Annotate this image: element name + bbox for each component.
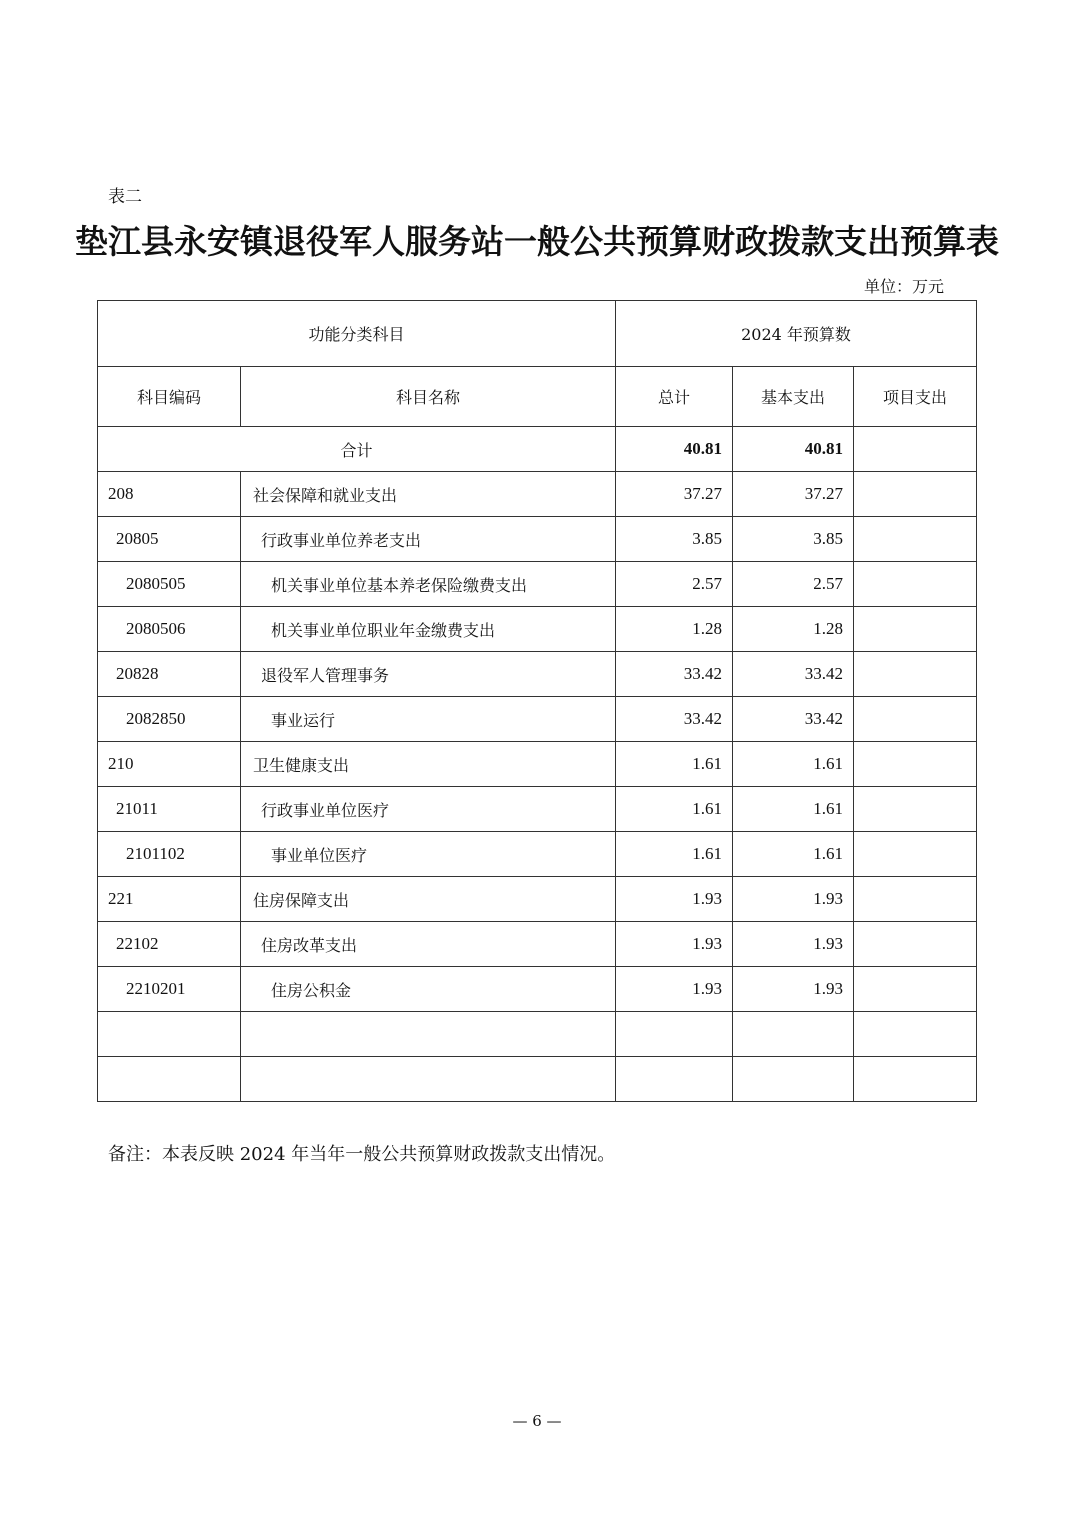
row-basic: 1.28 (733, 607, 854, 652)
row-project (854, 652, 977, 697)
row-basic: 33.42 (733, 697, 854, 742)
row-total: 2.57 (616, 562, 733, 607)
row-name (241, 1057, 616, 1102)
header-row-columns (98, 367, 977, 427)
row-project (854, 967, 977, 1012)
row-total: 1.93 (616, 877, 733, 922)
row-total: 1.28 (616, 607, 733, 652)
header-code: 科目编码 (98, 367, 241, 427)
unit-label: 单位：万元 (863, 277, 944, 296)
table-row (98, 607, 977, 652)
row-name: 住房保障支出 (241, 877, 616, 922)
row-basic: 1.93 (733, 967, 854, 1012)
row-project (854, 742, 977, 787)
row-code (98, 1057, 241, 1102)
row-code: 208 (98, 472, 241, 517)
budget-table (97, 300, 977, 1102)
row-code: 210 (98, 742, 241, 787)
footnote: 备注：本表反映 2024 年当年一般公共预算财政拨款支出情况。 (108, 1144, 616, 1165)
table-row (98, 832, 977, 877)
row-name: 事业单位医疗 (241, 832, 616, 877)
header-name: 科目名称 (241, 367, 616, 427)
row-name: 住房改革支出 (241, 922, 616, 967)
row-name: 社会保障和就业支出 (241, 472, 616, 517)
row-project (854, 1012, 977, 1057)
row-basic: 1.61 (733, 787, 854, 832)
row-basic: 1.93 (733, 922, 854, 967)
table-row (98, 787, 977, 832)
table-row (98, 877, 977, 922)
row-project (854, 607, 977, 652)
table-label: 表二 (108, 187, 142, 207)
header-row-group (98, 301, 977, 367)
row-basic: 1.61 (733, 742, 854, 787)
row-code: 2082850 (98, 697, 241, 742)
row-basic: 1.93 (733, 877, 854, 922)
row-project (854, 832, 977, 877)
row-total: 1.93 (616, 922, 733, 967)
row-total: 3.85 (616, 517, 733, 562)
row-code: 21011 (98, 787, 241, 832)
header-project: 项目支出 (854, 367, 977, 427)
row-project (854, 517, 977, 562)
total-label: 合计 (98, 427, 616, 472)
row-code (98, 1012, 241, 1057)
table-row (98, 472, 977, 517)
table-row (98, 922, 977, 967)
table-row (98, 742, 977, 787)
total-row (98, 427, 977, 472)
row-code: 2101102 (98, 832, 241, 877)
row-code: 22102 (98, 922, 241, 967)
total-basic: 40.81 (733, 427, 854, 472)
row-project (854, 472, 977, 517)
total-total: 40.81 (616, 427, 733, 472)
header-basic: 基本支出 (733, 367, 854, 427)
row-basic: 1.61 (733, 832, 854, 877)
row-basic: 3.85 (733, 517, 854, 562)
row-total: 1.93 (616, 967, 733, 1012)
row-project (854, 697, 977, 742)
row-basic (733, 1012, 854, 1057)
row-code: 221 (98, 877, 241, 922)
row-project (854, 562, 977, 607)
row-total: 1.61 (616, 832, 733, 877)
row-project (854, 787, 977, 832)
row-total (616, 1012, 733, 1057)
row-project (854, 922, 977, 967)
table-row (98, 1057, 977, 1102)
table-row (98, 697, 977, 742)
row-name: 退役军人管理事务 (241, 652, 616, 697)
row-name: 住房公积金 (241, 967, 616, 1012)
header-total: 总计 (616, 367, 733, 427)
header-functional-classification: 功能分类科目 (98, 301, 616, 367)
row-name: 机关事业单位基本养老保险缴费支出 (241, 562, 616, 607)
table-row (98, 1012, 977, 1057)
row-total: 1.61 (616, 742, 733, 787)
row-code: 2080506 (98, 607, 241, 652)
row-basic (733, 1057, 854, 1102)
row-project (854, 1057, 977, 1102)
row-total: 37.27 (616, 472, 733, 517)
row-name: 事业运行 (241, 697, 616, 742)
table-row (98, 562, 977, 607)
row-name (241, 1012, 616, 1057)
row-total: 33.42 (616, 697, 733, 742)
row-name: 行政事业单位医疗 (241, 787, 616, 832)
row-total: 1.61 (616, 787, 733, 832)
row-name: 行政事业单位养老支出 (241, 517, 616, 562)
row-code: 2210201 (98, 967, 241, 1012)
row-total: 33.42 (616, 652, 733, 697)
row-code: 2080505 (98, 562, 241, 607)
row-project (854, 877, 977, 922)
page-number: — 6 — (512, 1412, 562, 1430)
document-title: 垫江县永安镇退役军人服务站一般公共预算财政拨款支出预算表 (75, 222, 999, 261)
row-total (616, 1057, 733, 1102)
row-basic: 37.27 (733, 472, 854, 517)
table-row (98, 517, 977, 562)
total-project (854, 427, 977, 472)
table-row (98, 967, 977, 1012)
row-code: 20805 (98, 517, 241, 562)
row-basic: 33.42 (733, 652, 854, 697)
row-name: 卫生健康支出 (241, 742, 616, 787)
row-name: 机关事业单位职业年金缴费支出 (241, 607, 616, 652)
row-code: 20828 (98, 652, 241, 697)
row-basic: 2.57 (733, 562, 854, 607)
header-budget-year: 2024 年预算数 (616, 301, 977, 367)
table-row (98, 652, 977, 697)
